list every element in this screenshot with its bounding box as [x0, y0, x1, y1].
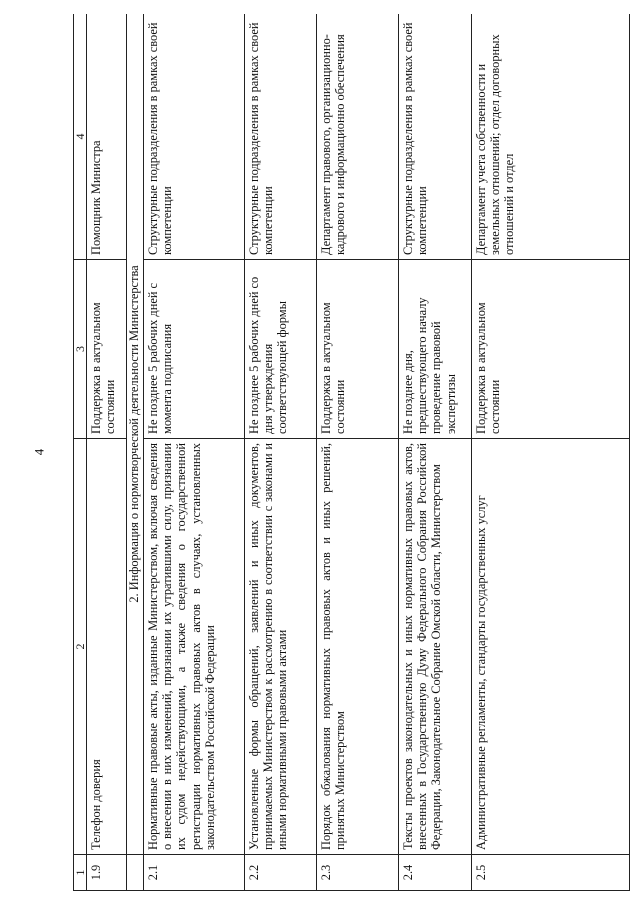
header-col-2: 2: [74, 439, 87, 855]
row-number: 2.2: [245, 855, 317, 891]
info-name-cell: Порядок обжалования нормативных правовых актов и иных решений, принятых Министерством: [317, 439, 399, 855]
responsible-cell: Департамент правового, организационно-кадрового и информационно обеспечения: [317, 14, 399, 260]
table-rotator: [73, 14, 630, 891]
row-number: 2.1: [144, 855, 245, 891]
info-name-cell: Тексты проектов законодательных и иных нормативных правовых актов, внесенных в Государственную Думу Федерального Собрания Российской Федерации, Законодательное Собрание Омской области, Министерством: [399, 439, 472, 855]
term-cell: Не позднее 5 рабочих дней со дня утверждения соответствующей формы: [245, 260, 317, 439]
term-cell: Не позднее 5 рабочих дней с момента подписания: [144, 260, 245, 439]
section-title: 2. Информация о нормотворческой деятельности Министерства: [127, 14, 144, 855]
table-row: [87, 14, 127, 891]
responsible-cell: Помощник Министра: [87, 14, 127, 260]
row-number: 2.5: [472, 855, 630, 891]
section-spacer-cell: [127, 855, 144, 891]
responsible-cell: Структурные подразделения в рамках своей компетенции: [144, 14, 245, 260]
info-name-cell: Телефон доверия: [87, 439, 127, 855]
row-number: 1.9: [87, 855, 127, 891]
responsible-cell: Департамент учета собственности и земельных отношений; отдел договорных отношений и отдел: [472, 14, 630, 260]
table-row: [144, 14, 245, 891]
header-col-1: 1: [74, 855, 87, 891]
table-row: [245, 14, 317, 891]
table-row: [399, 14, 472, 891]
rotated-table-area: [73, 14, 630, 891]
header-col-3: 3: [74, 260, 87, 439]
row-number: 2.3: [317, 855, 399, 891]
row-number: 2.4: [399, 855, 472, 891]
responsible-cell: Структурные подразделения в рамках своей компетенции: [399, 14, 472, 260]
term-cell: Поддержка в актуальном состоянии: [87, 260, 127, 439]
information-table: [73, 14, 630, 891]
responsible-cell: Структурные подразделения в рамках своей компетенции: [245, 14, 317, 260]
term-cell: Поддержка в актуальном состоянии: [472, 260, 630, 439]
term-cell: Поддержка в актуальном состоянии: [317, 260, 399, 439]
table-row: [472, 14, 630, 891]
section-heading-row: [127, 14, 144, 891]
info-name-cell: Нормативные правовые акты, изданные Министерством, включая сведения о внесении в них изменений, признании их утратившими силу, признании их судом недействующими, а также сведения о государственной регистрации нормативных правовых актов в случаях, установленных законодательством Российской Федерации: [144, 439, 245, 855]
info-name-cell: Административные регламенты, стандарты государственных услуг: [472, 439, 630, 855]
page-number: 4: [31, 448, 47, 456]
info-name-cell: Установленные формы обращений, заявлений и иных документов, принимаемых Министерством к рассмотрению в соответствии с законами и иными нормативными правовыми актами: [245, 439, 317, 855]
table-row: [317, 14, 399, 891]
table-header-row: [74, 14, 87, 891]
term-cell: Не позднее дня, предшествующего началу проведение правовой экспертизы: [399, 260, 472, 439]
header-col-4: 4: [74, 14, 87, 260]
